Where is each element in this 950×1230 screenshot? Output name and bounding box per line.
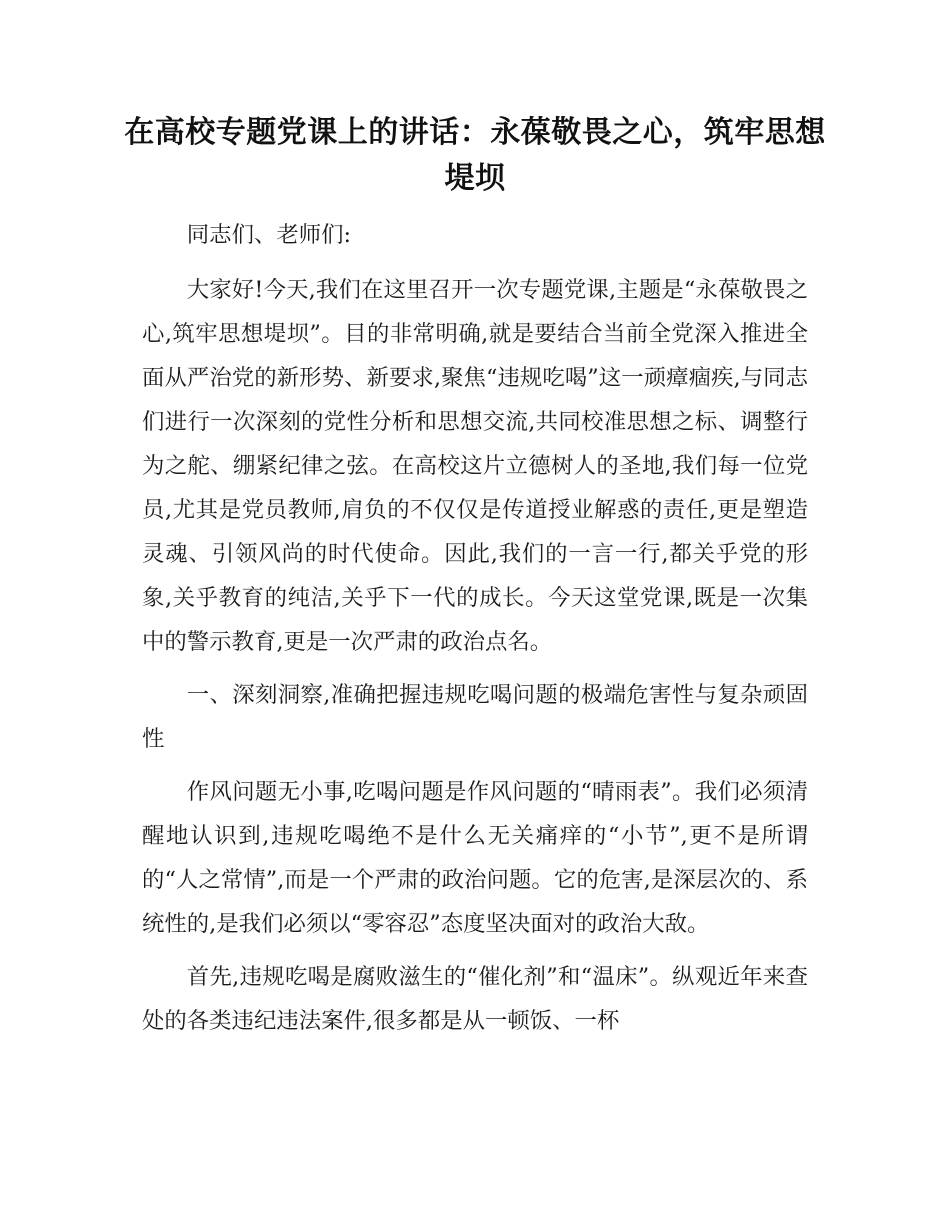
paragraph-section-1-intro: 作风问题无小事,吃喝问题是作风问题的“晴雨表”。我们必须清醒地认识到,违规吃喝绝不是什么无关痛痒的“小节”,更不是所谓的“人之常情”,而是一个严肃的政治问题。它的危害,是深层次的、系统性的,是我们必须以“零容忍”态度坚决面对的政治大敌。 — [142, 779, 808, 937]
salutation: 同志们、老师们: — [186, 222, 352, 248]
document-body — [142, 213, 808, 1052]
paragraph-section-1-first-point: 首先,违规吃喝是腐败滋生的“催化剂”和“温床”。纵观近年来查处的各类违纪违法案件,很多都是从一顿饭、一杯 — [142, 964, 808, 1034]
paragraph-opening: 大家好!今天,我们在这里召开一次专题党课,主题是“永葆敬畏之心,筑牢思想堤坝”。目的非常明确,就是要结合当前全党深入推进全面从严治党的新形势、新要求,聚焦“违规吃喝”这一顽瘴痼疾,与同志们进行一次深刻的党性分析和思想交流,共同校准思想之标、调整行为之舵、绷紧纪律之弦。在高校这片立德树人的圣地,我们每一位党员,尤其是党员教师,肩负的不仅仅是传道授业解惑的责任,更是塑造灵魂、引领风尚的时代使命。因此,我们的一言一行,都关乎党的形象,关乎教育的纯洁,关乎下一代的成长。今天这堂党课,既是一次集中的警示教育,更是一次严肃的政治点名。 — [142, 277, 808, 655]
section-heading-1: 一、深刻洞察,准确把握违规吃喝问题的极端危害性与复杂顽固性 — [142, 682, 808, 752]
document-title: 在高校专题党课上的讲话：永葆敬畏之心，筑牢思想堤坝 — [124, 115, 826, 196]
